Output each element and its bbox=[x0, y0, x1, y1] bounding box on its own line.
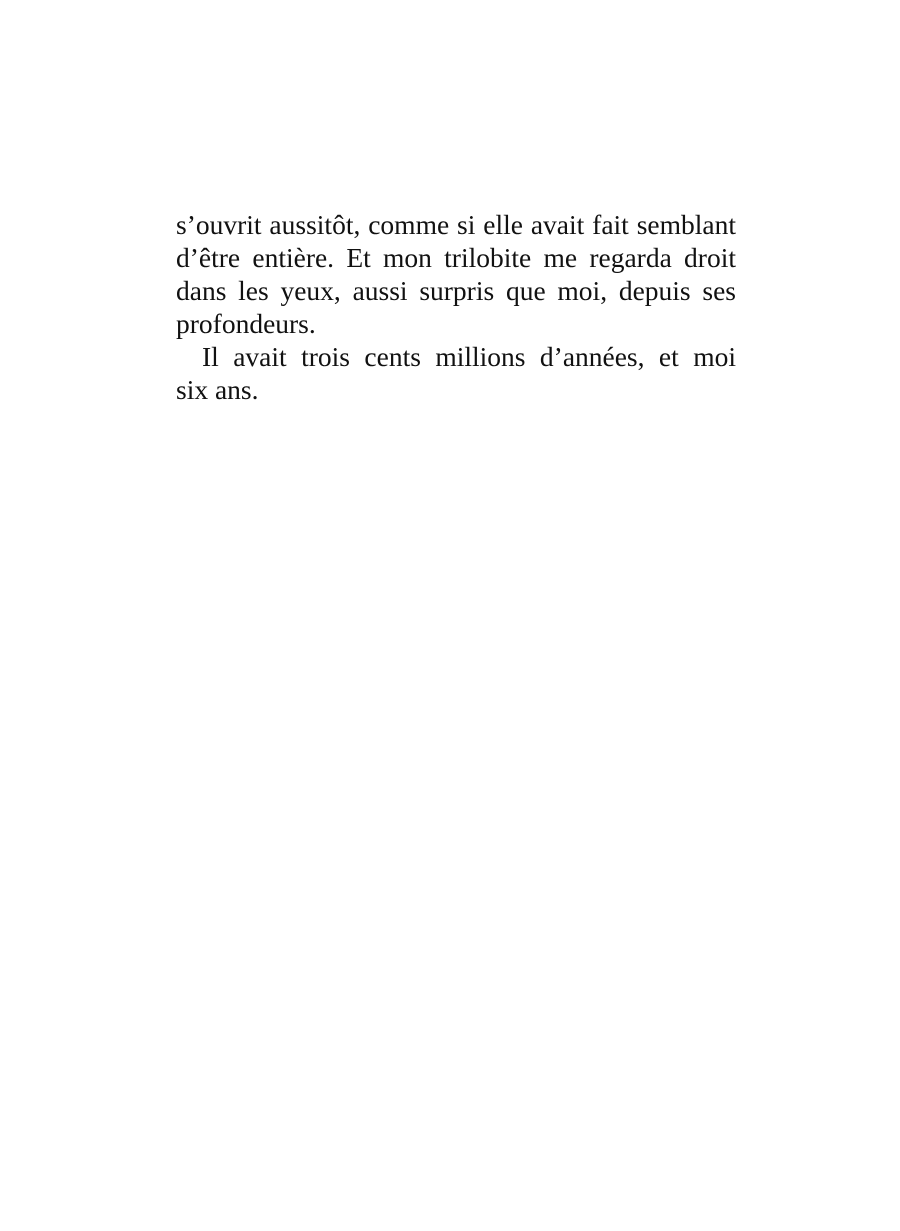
text-line: d’être entière. Et mon trilobite me regarda droit bbox=[176, 242, 736, 273]
text-line: six ans. bbox=[176, 374, 259, 405]
text-line: dans les yeux, aussi surpris que moi, depuis ses bbox=[176, 275, 736, 306]
paragraph-2 bbox=[176, 340, 736, 406]
paragraph-1 bbox=[176, 208, 736, 340]
text-line: s’ouvrit aussitôt, comme si elle avait fait semblant bbox=[176, 209, 736, 240]
text-line: profondeurs. bbox=[176, 308, 316, 339]
body-text bbox=[176, 208, 736, 406]
text-line: Il avait trois cents millions d’années, et moi bbox=[202, 341, 736, 372]
